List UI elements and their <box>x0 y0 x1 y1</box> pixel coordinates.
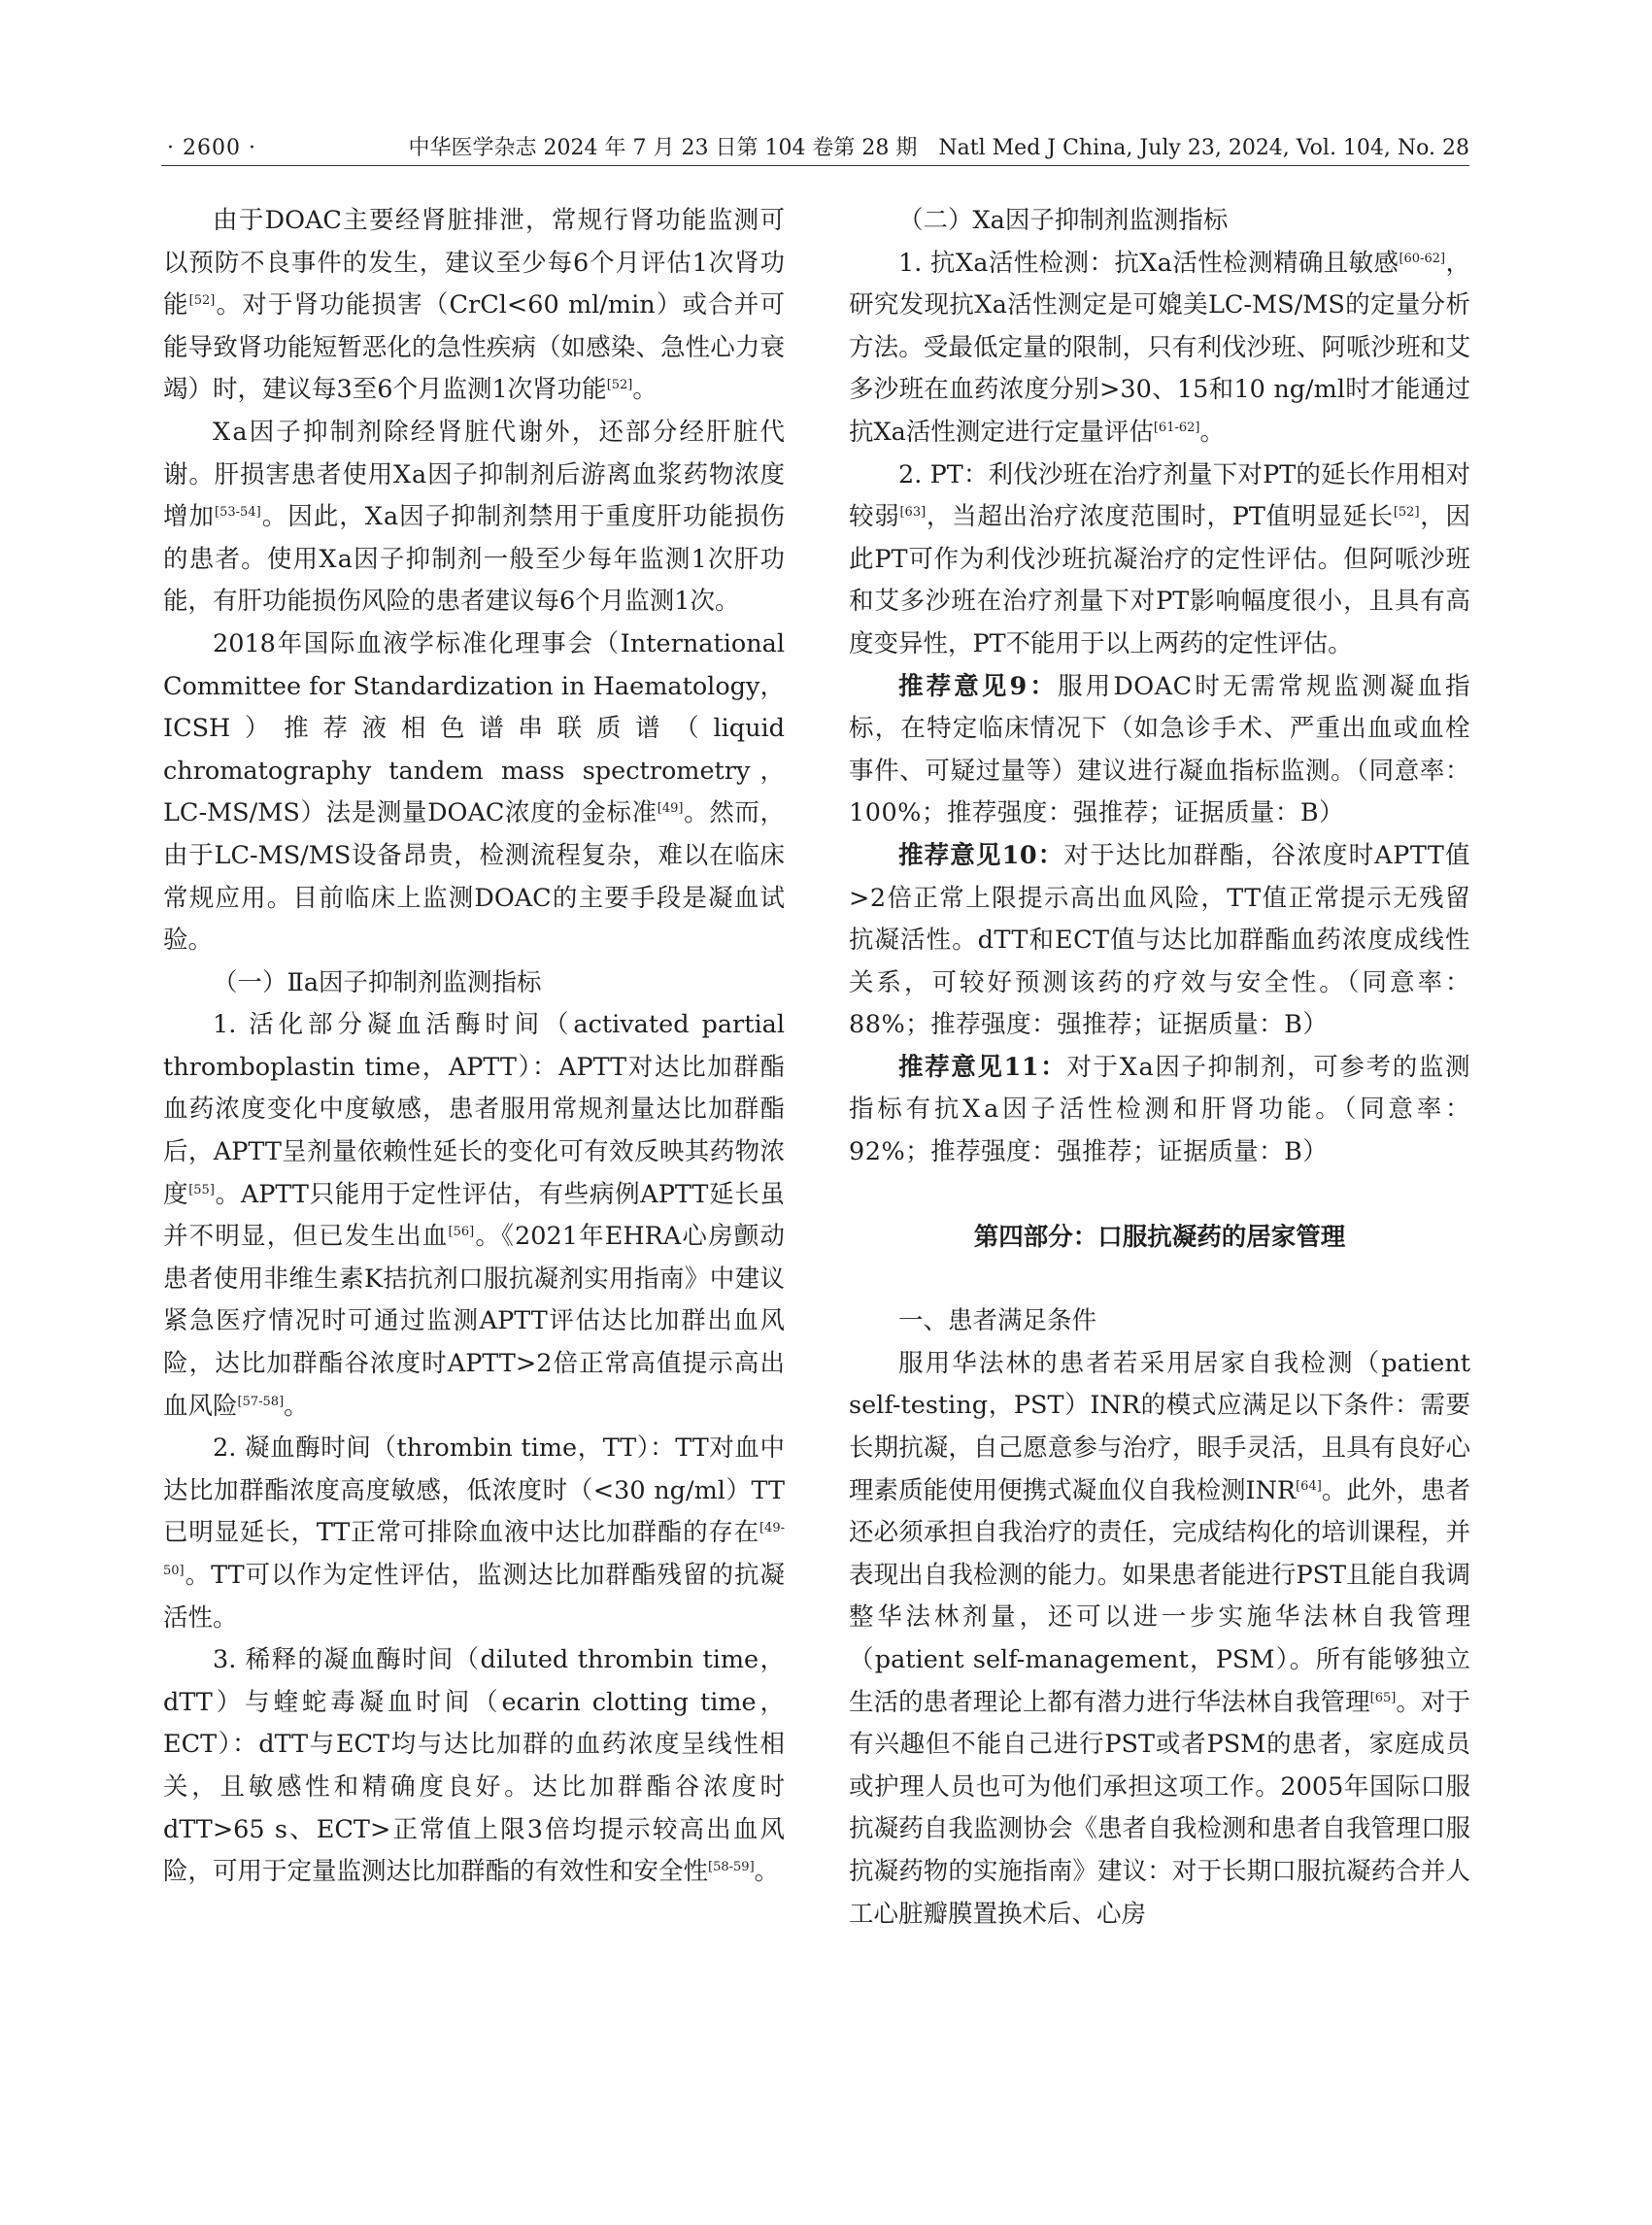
paragraph-aptt: 1. 活化部分凝血活酶时间（activated partial thromboplastin time，APTT）：APTT对达比加群酯血药浓度变化中度敏感，患者服用常规剂量达比加群酯后，APTT呈剂量依赖性延长的变化可有效反映其药物浓度[55]。APTT只能用于定性评估，有些病例APTT延长虽并不明显，但已发生出血[56]。《2021年EHRA心房颤动患者使用非维生素K拮抗剂口服抗凝剂实用指南》中建议紧急医疗情况时可通过监测APTT评估达比加群出血风险，达比加群酯谷浓度时APTT>2倍正常高值提示高出血风险[57-58]。 <box>163 1010 785 1421</box>
heading-patient-conditions: 一、患者满足条件 <box>898 1306 1097 1336</box>
left-column <box>163 200 785 1894</box>
recommendation-9: 推荐意见9：服用DOAC时无需常规监测凝血指标，在特定临床情况下（如急诊手术、严重出血或血栓事件、可疑过量等）建议进行凝血指标监测。（同意率：100%；推荐强度：强推荐；证据质量：B） <box>849 671 1471 828</box>
paragraph-anti-xa: 1. 抗Ⅹa活性检测：抗Ⅹa活性检测精确且敏感[60-62]，研究发现抗Ⅹa活性测定是可媲美LC-MS/MS的定量分析方法。受最低定量的限制，只有利伐沙班、阿哌沙班和艾多沙班在血药浓度分别>30、15和10 ng/ml时才能通过抗Ⅹa活性测定进行定量评估[61-62]。 <box>849 248 1470 447</box>
recommendation-10: 推荐意见10：对于达比加群酯，谷浓度时APTT值>2倍正常上限提示高出血风险，TT值正常提示无残留抗凝活性。dTT和ECT值与达比加群酯血药浓度成线性关系，可较好预测该药的疗效与安全性。（同意率：88%；推荐强度：强推荐；证据质量：B） <box>849 840 1470 1040</box>
journal-info: 中华医学杂志 2024 年 7 月 23 日第 104 卷第 28 期 Natl Med J China, July 23, 2024, Vol. 104, No. 28 <box>408 136 1469 160</box>
paragraph-tt: 2. 凝血酶时间（thrombin time，TT）：TT对血中达比加群酯浓度高度敏感，低浓度时（<30 ng/ml）TT已明显延长，TT正常可排除血液中达比加群酯的存在[49-50]。TT可以作为定性评估，监测达比加群酯残留的抗凝活性。 <box>163 1433 785 1633</box>
section-title-part4: 第四部分：口服抗凝药的居家管理 <box>973 1222 1346 1252</box>
page-number: · 2600 · <box>167 136 256 160</box>
page-header <box>161 130 1469 166</box>
heading-iia-inhibitor: （一）Ⅱa因子抑制剂监测指标 <box>213 967 542 997</box>
paragraph-pt: 2. PT：利伐沙班在治疗剂量下对PT的延长作用相对较弱[63]，当超出治疗浓度范围时，PT值明显延长[52]，因此PT可作为利伐沙班抗凝治疗的定性评估。但阿哌沙班和艾多沙班在治疗剂量下对PT影响幅度很小，且具有高度变异性，PT不能用于以上两药的定性评估。 <box>849 459 1470 658</box>
paragraph-icsh: 2018年国际血液学标准化理事会（International Committee for Standardization in Haematology，ICSH）推荐液相色谱串联质谱（liquid chromatography tandem mass spectrometry，LC-MS/MS）法是测量DOAC浓度的金标准[49]。然而，由于LC-MS/MS设备昂贵，检测流程复杂，难以在临床常规应用。目前临床上监测DOAC的主要手段是凝血试验。 <box>163 628 785 956</box>
paragraph-pst-psm: 服用华法林的患者若采用居家自我检测（patient self-testing，PST）INR的模式应满足以下条件：需要长期抗凝，自己愿意参与治疗，眼手灵活，且具有良好心理素质能使用便携式凝血仪自我检测INR[64]。此外，患者还必须承担自我治疗的责任，完成结构化的培训课程，并表现出自我检测的能力。如果患者能进行PST且能自我调整华法林剂量，还可以进一步实施华法林自我管理（patient self-management，PSM）。所有能够独立生活的患者理论上都有潜力进行华法林自我管理[65]。对于有兴趣但不能自己进行PST或者PSM的患者，家庭成员或护理人员也可为他们承担这项工作。2005年国际口服抗凝药自我监测协会《患者自我检测和患者自我管理口服抗凝药物的实施指南》建议：对于长期口服抗凝药合并人工心脏瓣膜置换术后、心房 <box>849 1348 1470 1929</box>
paragraph-hepatic-monitoring: Ⅹa因子抑制剂除经肾脏代谢外，还部分经肝脏代谢。肝损害患者使用Ⅹa因子抑制剂后游离血浆药物浓度增加[53-54]。因此，Ⅹa因子抑制剂禁用于重度肝功能损伤的患者。使用Ⅹa因子抑制剂一般至少每年监测1次肝功能，有肝功能损伤风险的患者建议每6个月监测1次。 <box>163 417 785 617</box>
heading-xa-inhibitor: （二）Ⅹa因子抑制剂监测指标 <box>898 206 1229 235</box>
paragraph-renal-monitoring: 由于DOAC主要经肾脏排泄，常规行肾功能监测可以预防不良事件的发生，建议至少每6个月评估1次肾功能[52]。对于肾功能损害（CrCl<60 ml/min）或合并可能导致肾功能短暂恶化的急性疾病（如感染、急性心力衰竭）时，建议每3至6个月监测1次肾功能[52]。 <box>163 206 785 405</box>
paragraph-dtt-ect: 3. 稀释的凝血酶时间（diluted thrombin time，dTT）与蝰蛇毒凝血时间（ecarin clotting time，ECT）：dTT与ECT均与达比加群的血药浓度呈线性相关，且敏感性和精确度良好。达比加群酯谷浓度时dTT>65 s、ECT>正常值上限3倍均提示较高出血风险，可用于定量监测达比加群酯的有效性和安全性[58-59]。 <box>163 1645 785 1887</box>
right-column <box>849 200 1470 1936</box>
recommendation-11: 推荐意见11：对于Ⅹa因子抑制剂，可参考的监测指标有抗Ⅹa因子活性检测和肝肾功能。（同意率：92%；推荐强度：强推荐；证据质量：B） <box>849 1052 1470 1167</box>
